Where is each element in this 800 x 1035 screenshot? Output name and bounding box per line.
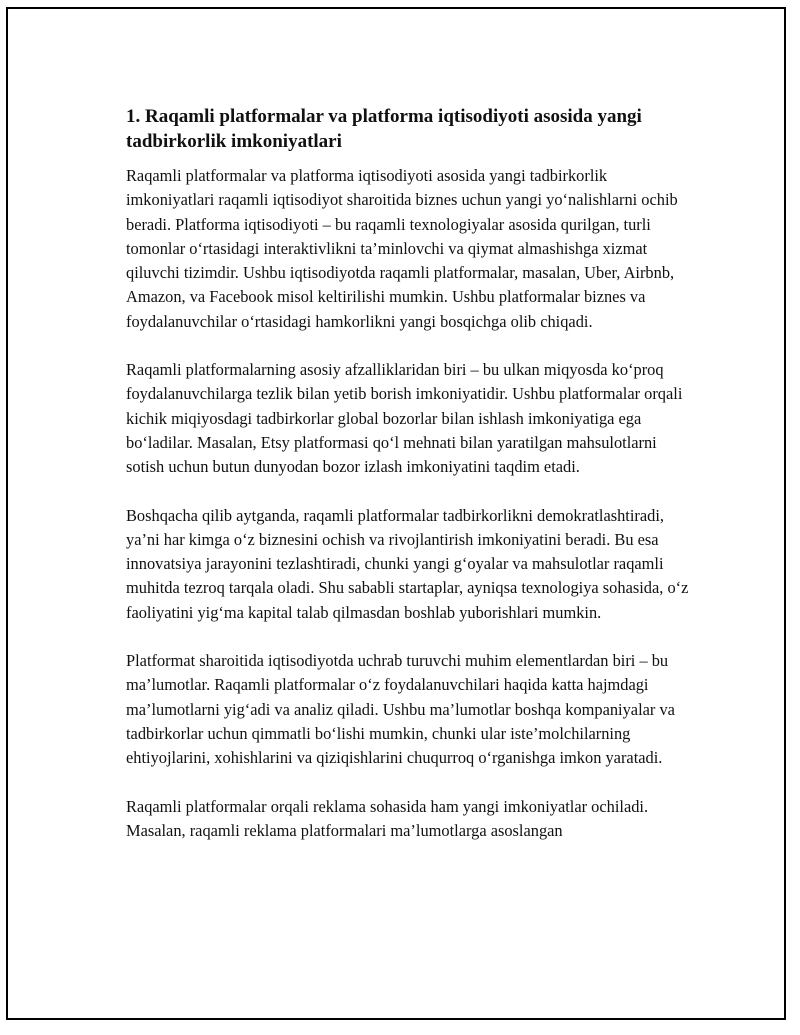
document-page: [6, 7, 786, 1020]
paragraph-2: Raqamli platformalarning asosiy afzalliklaridan biri – bu ulkan miqyosda koʻproq foydalanuvchilarga tezlik bilan yetib borish imkoniyatidir. Ushbu platformalar orqali kichik miqiyosdagi tadbirkorlar global bozorlar bilan ishlash imkoniyatiga ega boʻladilar. Masalan, Etsy platformasi qoʻl mehnati bilan yaratilgan mahsulotlarni sotish uchun butun dunyodan bozor izlash imkoniyatini taqdim etadi.: [126, 360, 683, 477]
paragraph-4: Platformat sharoitida iqtisodiyotda uchrab turuvchi muhim elementlardan biri – bu ma’lumotlar. Raqamli platformalar oʻz foydalanuvchilari haqida katta hajmdagi ma’lumotlarni yigʻadi va analiz qiladi. Ushbu ma’lumotlar boshqa kompaniyalar va tadbirkorlar uchun qimmatli boʻlishi mumkin, chunki ular iste’molchilarning ehtiyojlarini, xohishlarini va qiziqishlarini chuqurroq oʻrganishga imkon yaratadi.: [126, 651, 675, 768]
section-title: 1. Raqamli platformalar va platforma iqtisodiyoti asosida yangi tadbirkorlik imkoniyatlari: [126, 106, 642, 152]
paragraph-5: Raqamli platformalar orqali reklama sohasida ham yangi imkoniyatlar ochiladi. Masalan, raqamli reklama platformalari ma’lumotlarga asoslangan: [126, 796, 649, 840]
document-body: [126, 104, 696, 843]
paragraph-1: Raqamli platformalar va platforma iqtisodiyoti asosida yangi tadbirkorlik imkoniyatlari raqamli iqtisodiyot sharoitida biznes uchun yangi yoʻnalishlarni ochib beradi. Platforma iqtisodiyoti – bu raqamli texnologiyalar asosida qurilgan, turli tomonlar oʻrtasidagi interaktivlikni ta’minlovchi va qiymat almashishga xizmat qiluvchi tizimdir. Ushbu iqtisodiyotda raqamli platformalar, masalan, Uber, Airbnb, Amazon, va Facebook misol keltirilishi mumkin. Ushbu platformalar biznes va foydalanuvchilar oʻrtasidagi hamkorlikni yangi bosqichga olib chiqadi.: [126, 166, 678, 331]
paragraph-3: Boshqacha qilib aytganda, raqamli platformalar tadbirkorlikni demokratlashtiradi, ya’ni har kimga oʻz biznesini ochish va rivojlantirish imkoniyatini beradi. Bu esa innovatsiya jarayonini tezlashtiradi, chunki yangi gʻoyalar va mahsulotlar raqamli muhitda tezroq tarqala oladi. Shu sababli startaplar, ayniqsa texnologiya sohasida, oʻz faoliyatini yigʻma kapital talab qilmasdan boshlab yuborishlari mumkin.: [126, 505, 689, 622]
